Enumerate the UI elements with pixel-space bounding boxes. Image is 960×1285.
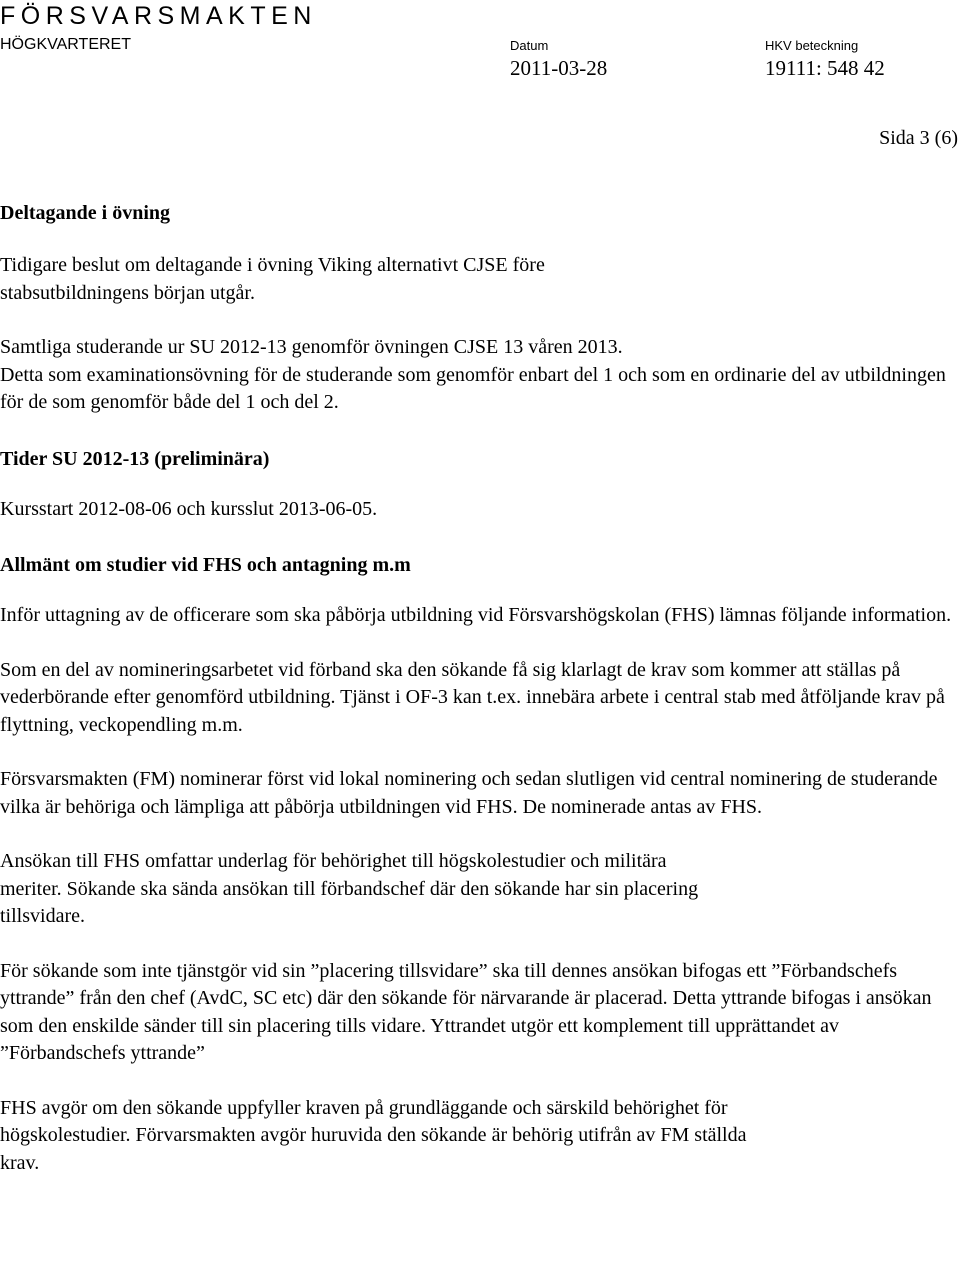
- paragraph-nomination-process: Försvarsmakten (FM) nominerar först vid lokal nominering och sedan slutligen vid central nominering de studerande vilka är behöriga och lämpliga att påbörja utbildningen vid FHS. De nominerade antas av FHS.: [0, 768, 938, 818]
- paragraph-admission-intro: Inför uttagning av de officerare som ska påbörja utbildning vid Försvarshögskolan (FHS) lämnas följande information.: [0, 604, 952, 626]
- paragraph-nomination-requirements: Som en del av nomineringsarbetet vid förband ska den sökande få sig klarlagt de krav som kommer att ställas på vederbörande efter genomförd utbildning. Tjänst i OF-3 kan t.ex. innebära arbete i central stab med åtföljande krav på flyttning, veckopendling m.m.: [0, 658, 945, 736]
- paragraph-exercise-examination: Detta som examinationsövning för de studerande som genomför enbart del 1 och som en ordinarie del av utbildningen för de som genomför både del 1 och del 2.: [0, 363, 946, 413]
- section-heading-schedule: Tider SU 2012-13 (preliminära): [0, 447, 270, 470]
- reference-value: 19111: 548 42: [765, 56, 885, 80]
- section-heading-exercise: Deltagande i övning: [0, 202, 171, 224]
- paragraph-exercise-all-students: Samtliga studerande ur SU 2012-13 genomför övningen CJSE 13 våren 2013.: [0, 336, 623, 358]
- section-heading-studies-admission: Allmänt om studier vid FHS och antagning m.m: [0, 554, 411, 576]
- paragraph-unit-commander-statement: För sökande som inte tjänstgör vid sin ”placering tillsvidare” ska till dennes ansökan bifogas ett ”Förbandschefs yttrande” från den chef (AvdC, SC etc) där den sökande för närvarande är placerad. Detta yttrande bifogas i ansökan som den enskilde sänder till sin placering tills vidare. Yttrandet utgör ett komplement till upprättandet av ”Förbandschefs yttrande”: [0, 959, 932, 1064]
- unit-name: HÖGKVARTERET: [0, 36, 131, 53]
- paragraph-schedule-dates: Kursstart 2012-08-06 och kursslut 2013-06-05.: [0, 497, 378, 520]
- document-body: [0, 198, 955, 1204]
- paragraph-application-contents: Ansökan till FHS omfattar underlag för behörighet till högskolestudier och militära meriter. Sökande ska sända ansökan till förbandschef där den sökande har sin placering tillsvidare.: [0, 850, 699, 927]
- paragraph-exercise-decision: Tidigare beslut om deltagande i övning Viking alternativt CJSE före stabsutbildningens början utgår.: [0, 254, 545, 304]
- paragraph-eligibility-decision: FHS avgör om den sökande uppfyller kraven på grundläggande och särskild behörighet för högskolestudier. Förvarsmakten avgör huruvida den sökande är behörig utifrån av FM ställda krav.: [0, 1096, 747, 1174]
- page-number: Sida 3 (6): [879, 127, 958, 149]
- date-label: Datum: [510, 38, 549, 53]
- date-value: 2011-03-28: [510, 56, 608, 80]
- organization-name: FÖRSVARSMAKTEN: [0, 2, 317, 30]
- reference-label: HKV beteckning: [765, 38, 859, 53]
